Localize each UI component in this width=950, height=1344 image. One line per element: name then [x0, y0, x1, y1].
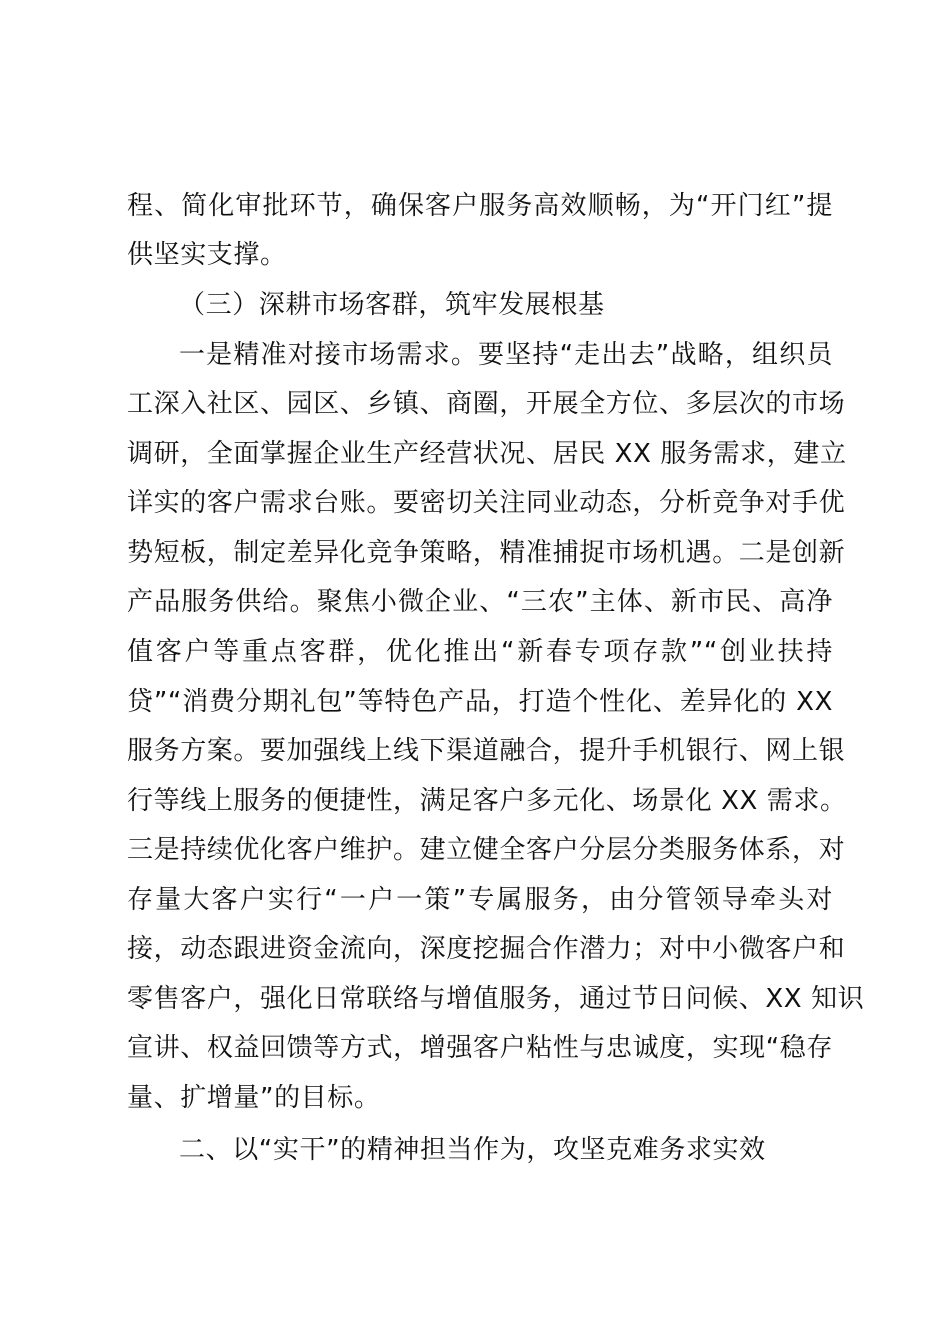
paragraph-line: 服务方案。要加强线上线下渠道融合，提升手机银行、网上银	[127, 736, 846, 766]
paragraph-line: 接，动态跟进资金流向，深度挖掘合作潜力；对中小微客户和	[127, 934, 846, 964]
paragraph-line: 零售客户，强化日常联络与增值服务，通过节日问候、XX 知识	[127, 984, 865, 1014]
paragraph-line: 程、简化审批环节，确保客户服务高效顺畅，为“开门红”提	[127, 191, 833, 221]
paragraph-line: 一是精准对接市场需求。要坚持“走出去”战略，组织员	[179, 340, 833, 370]
paragraph-line: 供坚实支撑。	[127, 240, 287, 270]
section-heading: 二、以“实干”的精神担当作为，攻坚克难务求实效	[179, 1135, 766, 1165]
paragraph-line: 详实的客户需求台账。要密切关注同业动态，分析竞争对手优	[127, 488, 846, 518]
paragraph-line: 工深入社区、园区、乡镇、商圈，开展全方位、多层次的市场	[127, 389, 846, 419]
paragraph-line: 值客户等重点客群，优化推出“新春专项存款”“创业扶持	[127, 637, 833, 667]
paragraph-line: 调研，全面掌握企业生产经营状况、居民 XX 服务需求，建立	[127, 439, 847, 469]
paragraph-line: 产品服务供给。聚焦小微企业、“三农”主体、新市民、高净	[127, 587, 833, 617]
paragraph-line: 三是持续优化客户维护。建立健全客户分层分类服务体系，对	[127, 835, 846, 865]
paragraph-line: 势短板，制定差异化竞争策略，精准捕捉市场机遇。二是创新	[127, 538, 846, 568]
paragraph-line: 贷”“消费分期礼包”等特色产品，打造个性化、差异化的 XX	[127, 687, 833, 717]
paragraph-line: 行等线上服务的便捷性，满足客户多元化、场景化 XX 需求。	[127, 786, 847, 816]
paragraph-line: 量、扩增量”的目标。	[127, 1083, 381, 1113]
paragraph-line: 宣讲、权益回馈等方式，增强客户粘性与忠诚度，实现“稳存	[127, 1033, 833, 1063]
paragraph-line: 存量大客户实行“一户一策”专属服务，由分管领导牵头对	[127, 885, 833, 915]
section-heading: （三）深耕市场客群，筑牢发展根基	[179, 290, 605, 320]
